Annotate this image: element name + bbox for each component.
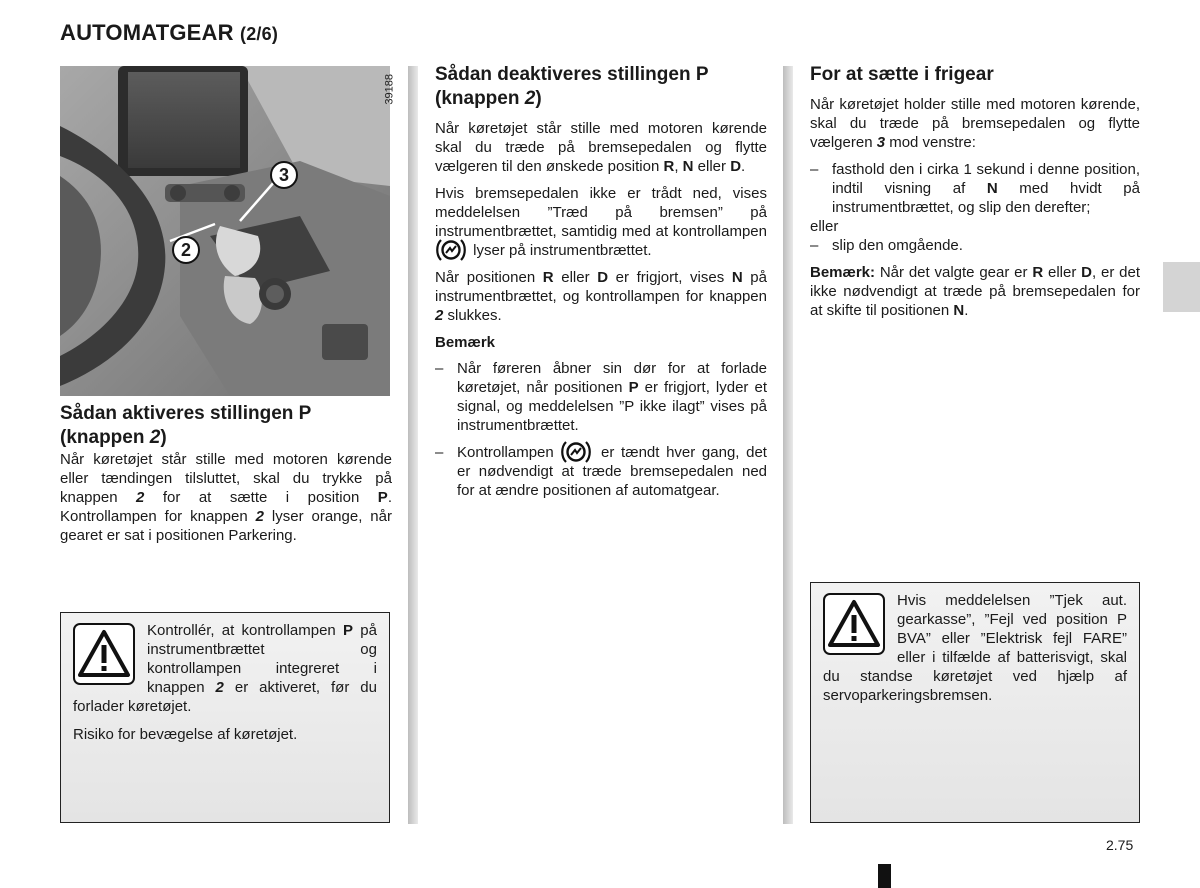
text-run: P — [343, 622, 354, 639]
text-run: for at sætte i position — [144, 489, 378, 506]
or-text: eller — [810, 218, 839, 235]
text-run: fasthold den i cirka 1 sekund i denne position, indtil visning af — [832, 161, 1140, 197]
text-run: R — [1032, 264, 1044, 281]
text-run: er aktiveret, før du forlader køretøjet. — [73, 679, 377, 715]
brake-warning-icon — [560, 438, 592, 466]
page-title — [60, 20, 278, 46]
heading-line: Sådan aktiveres stillingen P — [60, 403, 312, 424]
text-run: D — [730, 158, 742, 175]
warning-left-risk: Risiko for bevægelse af køretøjet. — [73, 726, 298, 743]
warning-right-text: Hvis meddelelsen ”Tjek aut. gearkasse”, ”Fejl ved position P BVA” eller ”Elektrisk fejl FARE” eller i tilfælde af batterisvigt, skal du standse køretøjet ved hjælp af servoparkeringsbremsen. — [823, 592, 1127, 704]
text-run: Når det valgte gear er — [875, 264, 1033, 281]
activate-paragraph — [60, 450, 392, 545]
heading-part: ) — [535, 88, 542, 109]
warning-triangle-icon — [73, 623, 135, 685]
text-run: 2 — [435, 307, 444, 325]
deactivate-paragraph-3 — [435, 268, 767, 325]
text-run: 2 — [215, 679, 224, 696]
warning-box-left — [60, 612, 390, 823]
deactivate-section — [435, 63, 767, 500]
text-run: 2 — [255, 508, 264, 525]
list-item — [810, 160, 1140, 217]
text-run: , — [674, 158, 683, 175]
figure-number: 39188 — [384, 74, 396, 105]
neutral-list — [810, 160, 1140, 217]
note-list — [435, 359, 767, 500]
heading-part: (knappen — [435, 88, 525, 109]
text-run: . — [964, 302, 969, 319]
list-item — [435, 443, 767, 500]
neutral-note — [810, 263, 1140, 320]
heading-line — [60, 426, 392, 450]
heading-part: (knappen — [60, 427, 150, 448]
text-run: Når føreren åbner sin dør for at forlade køretøjet, når positionen — [457, 360, 767, 397]
heading-line: Sådan deaktiveres stillingen P — [435, 64, 709, 85]
activate-heading — [60, 402, 392, 450]
text-run: . Kontrollampen for knappen — [60, 489, 392, 525]
column-divider — [783, 66, 793, 824]
text-run: på instrumentbrættet, og kontrollampen for knappen — [435, 269, 767, 306]
warning-triangle-icon — [823, 593, 885, 655]
text-run: P — [377, 489, 388, 506]
page-number: 2.75 — [1106, 837, 1134, 853]
text-run: lyser orange, når gearet er sat i positionen Parkering. — [60, 508, 392, 544]
text-run: er frigjort, lyder et signal, og meddelelsen ”P ikke ilagt” vises på instrumentbrættet. — [457, 379, 767, 435]
text-run: er frigjort, vises — [608, 269, 732, 287]
column-divider — [408, 66, 418, 824]
text-run: 3 — [876, 134, 886, 151]
page-title-text: AUTOMATGEAR — [60, 20, 234, 45]
text-run: Kontrollampen — [457, 444, 561, 462]
text-run: eller — [1043, 264, 1082, 281]
text-run: Kontrollér, at kontrollampen — [147, 622, 344, 639]
neutral-heading: For at sætte i frigear — [810, 64, 994, 85]
heading-part: 2 — [149, 427, 161, 448]
callout-3 — [270, 161, 298, 189]
text-run: R — [542, 269, 554, 287]
text-run: Bemærk: — [810, 264, 876, 281]
text-run: D — [1081, 264, 1092, 281]
neutral-section — [810, 63, 1140, 320]
text-run: D — [597, 269, 609, 287]
callout-2 — [172, 236, 200, 264]
list-item — [435, 359, 767, 435]
text-run: eller — [553, 269, 598, 287]
text-run: slukkes. — [443, 307, 502, 325]
text-run: 2 — [136, 489, 145, 506]
text-run: er tændt hver gang, det er nødvendigt at træde bremsepedalen ned for at ændre positionen af automatgear. — [457, 444, 767, 500]
neutral-list-2 — [810, 236, 1140, 255]
deactivate-heading — [435, 63, 767, 111]
text-run: Når køretøjet står stille med motoren kørende eller tændingen tilsluttet, skal du trykke på knappen — [60, 451, 392, 506]
activate-section — [60, 402, 392, 545]
text-run: . — [741, 158, 746, 175]
print-mark — [878, 864, 891, 888]
page-title-part: (2/6) — [240, 24, 279, 44]
text-run: , er det ikke nødvendigt at træde på bremsepedalen for at skifte til positionen — [810, 264, 1140, 319]
text-run: Når køretøjet holder stille med motoren kørende, skal du træde på bremsepedalen og flytte vælgeren — [810, 96, 1140, 151]
list-item: – slip den omgående. — [810, 236, 1140, 255]
text-run: P — [628, 379, 639, 397]
gear-selector-photo — [60, 66, 396, 396]
callout-2-label: 2 — [180, 240, 191, 260]
text-run: R — [663, 158, 675, 175]
text-run: Når køretøjet står stille med motoren kørende skal du træde på bremsepedalen og flytte vælgeren til den ønskede position — [435, 120, 767, 175]
text-run: Når positionen — [435, 269, 543, 287]
deactivate-paragraph-1 — [435, 119, 767, 176]
deactivate-paragraph-2 — [435, 184, 767, 260]
text-run: lyser på instrumentbrættet. — [469, 242, 652, 259]
note-heading: Bemærk — [435, 334, 496, 352]
text-run: på instrumentbrættet og kontrollampen integreret i knappen — [147, 622, 377, 696]
text-run: med hvidt på instrumentbrættet, og slip den derefter; — [832, 180, 1140, 216]
chapter-tab — [1163, 262, 1200, 312]
warning-box-right — [810, 582, 1140, 823]
text-run: N — [682, 158, 694, 175]
text-run: N — [731, 269, 743, 287]
text-run: N — [986, 180, 998, 197]
text-run: N — [953, 302, 965, 319]
text-run: mod venstre: — [885, 134, 976, 151]
brake-warning-icon — [435, 236, 467, 264]
text-run: eller — [693, 158, 731, 175]
heading-line — [435, 87, 767, 111]
heading-part: ) — [160, 427, 167, 448]
text-run: Hvis bremsepedalen ikke er trådt ned, vises meddelelsen ”Træd på bremsen” på instrumentbrættet, samtidig med at kontrollampen — [435, 185, 767, 240]
neutral-paragraph — [810, 95, 1140, 152]
car-interior-illustration — [60, 66, 390, 396]
callout-3-label: 3 — [278, 165, 289, 185]
heading-part: 2 — [524, 88, 536, 109]
